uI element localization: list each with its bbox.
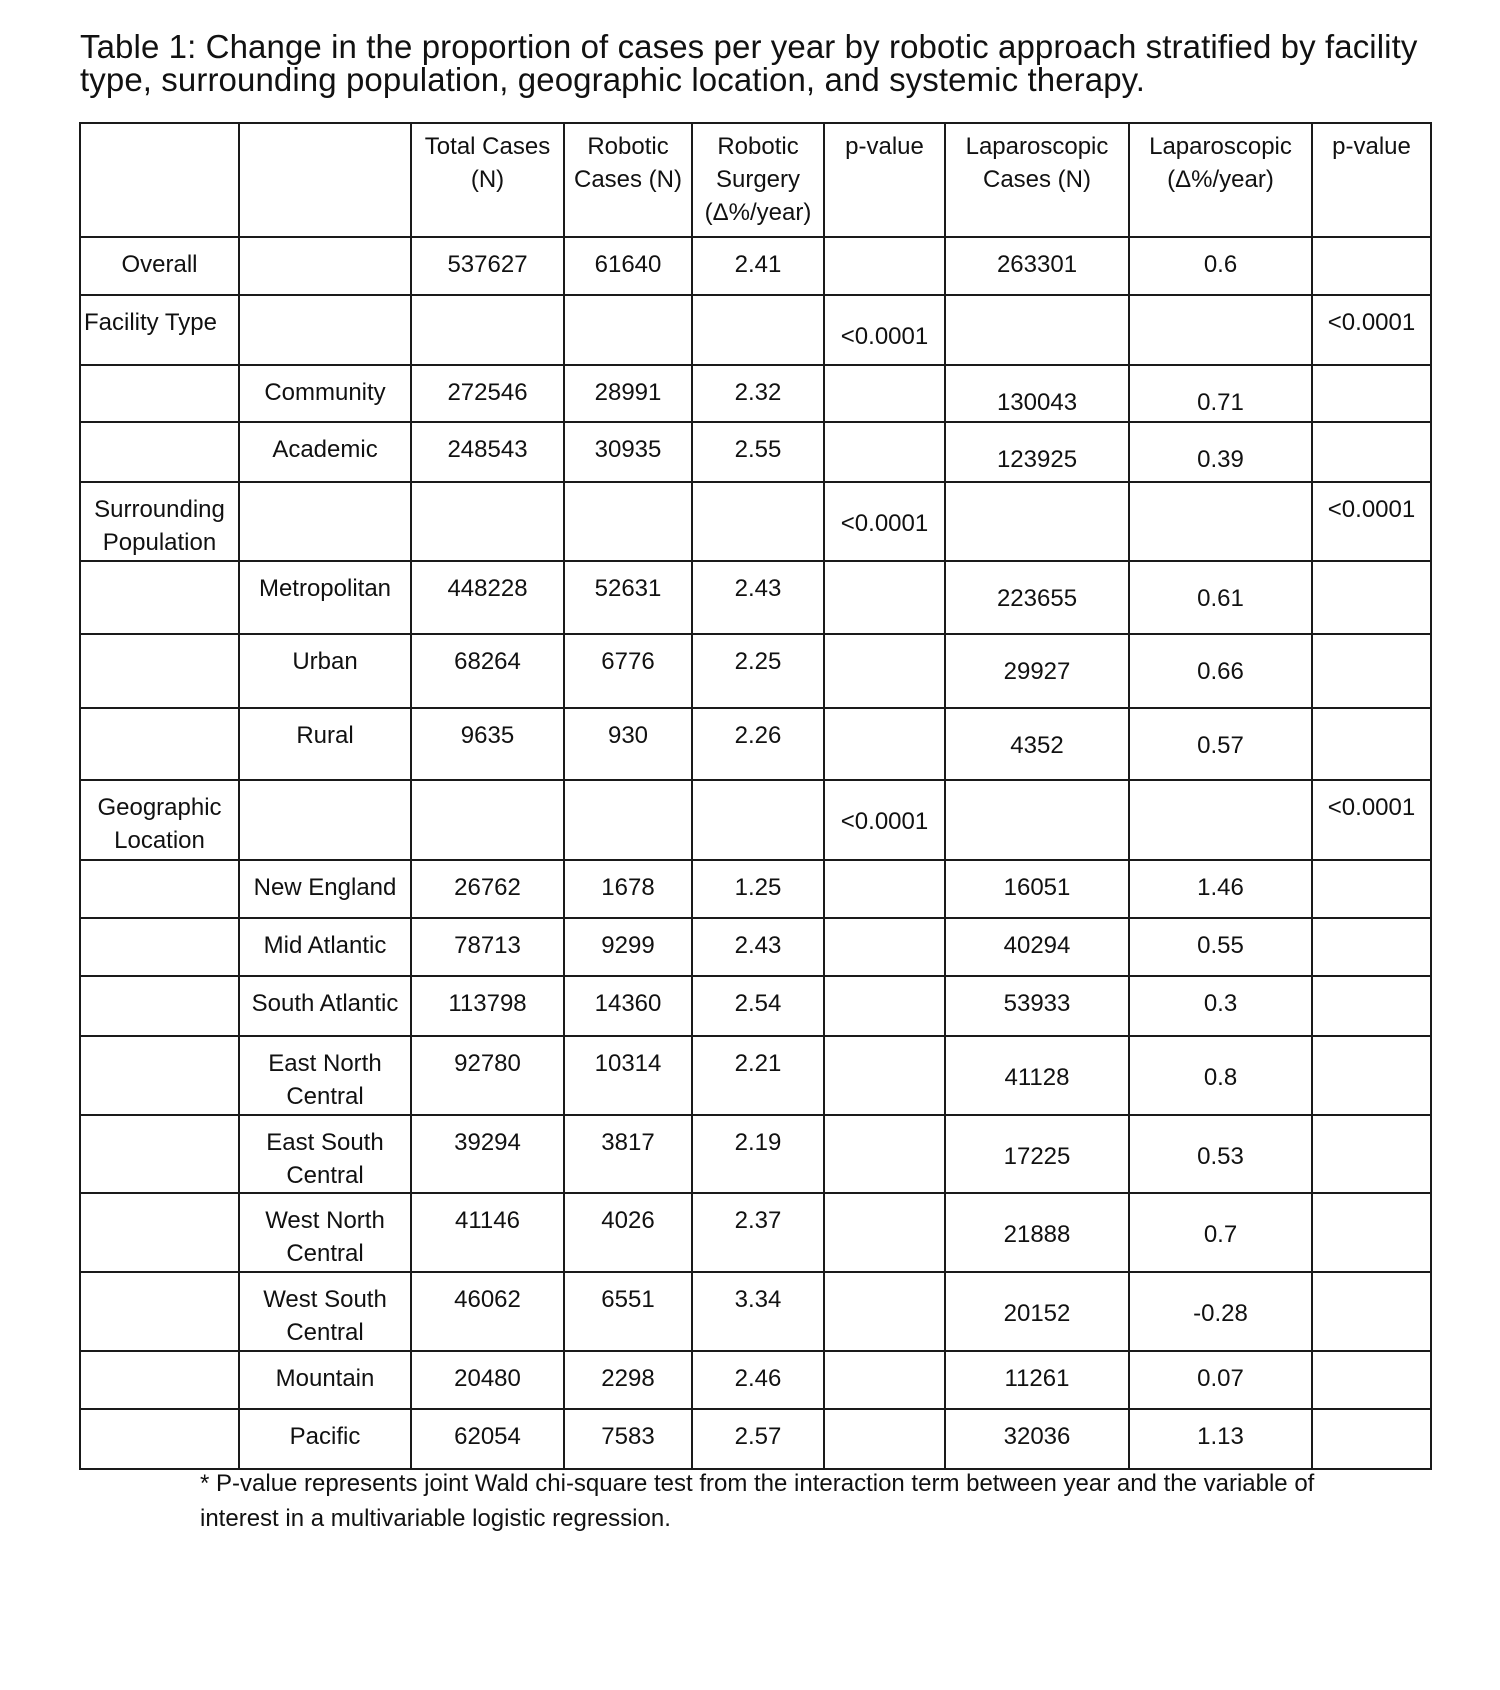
row-label: Pacific: [239, 1409, 411, 1469]
robotic-cases-cell: 6776: [564, 634, 692, 708]
robotic-change-cell: 2.43: [692, 561, 824, 634]
pvalue-laparoscopic-cell: [1312, 708, 1431, 780]
empty-cell: [80, 860, 239, 918]
table-row: [80, 1115, 1431, 1193]
total-cases-cell: 20480: [411, 1351, 564, 1409]
pvalue-robotic-cell: [824, 1409, 945, 1469]
laparoscopic-change-cell: 1.46: [1129, 860, 1312, 918]
table-row: [80, 1193, 1431, 1272]
pvalue-laparoscopic-cell: [1312, 1036, 1431, 1115]
header-robotic-cases: Robotic Cases (N): [564, 123, 692, 237]
laparoscopic-change-cell: 0.39: [1129, 422, 1312, 482]
robotic-cases-cell: 7583: [564, 1409, 692, 1469]
laparoscopic-change-cell: 0.3: [1129, 976, 1312, 1036]
laparoscopic-cases-cell: 11261: [945, 1351, 1129, 1409]
total-cases-cell: 113798: [411, 976, 564, 1036]
empty-cell: [239, 237, 411, 295]
pvalue-laparoscopic-cell: [1312, 1115, 1431, 1193]
table-row: [80, 634, 1431, 708]
empty-cell: [80, 1351, 239, 1409]
table-row: [80, 918, 1431, 976]
group-header-row: [80, 295, 1431, 365]
robotic-change-cell: 2.25: [692, 634, 824, 708]
pvalue-robotic-cell: <0.0001: [824, 780, 945, 860]
laparoscopic-change-cell: 1.13: [1129, 1409, 1312, 1469]
overall-row: [80, 237, 1431, 295]
total-cases-cell: 9635: [411, 708, 564, 780]
robotic-cases-cell: 1678: [564, 860, 692, 918]
group-header-row: [80, 780, 1431, 860]
empty-cell: [945, 295, 1129, 365]
empty-cell: [692, 780, 824, 860]
laparoscopic-change-cell: -0.28: [1129, 1272, 1312, 1351]
total-cases-cell: 248543: [411, 422, 564, 482]
pvalue-laparoscopic-cell: <0.0001: [1312, 780, 1431, 860]
laparoscopic-change-cell: 0.8: [1129, 1036, 1312, 1115]
row-label: East North Central: [239, 1036, 411, 1115]
pvalue-laparoscopic-cell: [1312, 422, 1431, 482]
header-pvalue-robotic: p-value: [824, 123, 945, 237]
table-row: [80, 860, 1431, 918]
table-row: [80, 976, 1431, 1036]
laparoscopic-cases-cell: 4352: [945, 708, 1129, 780]
total-cases-cell: 92780: [411, 1036, 564, 1115]
pvalue-robotic-cell: [824, 365, 945, 422]
pvalue-laparoscopic-cell: [1312, 976, 1431, 1036]
header-blank-1: [80, 123, 239, 237]
table-row: [80, 561, 1431, 634]
header-laparoscopic-change: Laparoscopic (Δ%/year): [1129, 123, 1312, 237]
empty-cell: [80, 1193, 239, 1272]
laparoscopic-cases-cell: 41128: [945, 1036, 1129, 1115]
laparoscopic-change-cell: 0.61: [1129, 561, 1312, 634]
pvalue-robotic-cell: [824, 860, 945, 918]
row-label: New England: [239, 860, 411, 918]
robotic-change-cell: 3.34: [692, 1272, 824, 1351]
group-label: Geographic Location: [80, 780, 239, 860]
laparoscopic-change-cell: 0.66: [1129, 634, 1312, 708]
laparoscopic-cases-cell: 40294: [945, 918, 1129, 976]
empty-cell: [411, 780, 564, 860]
empty-cell: [411, 482, 564, 561]
empty-cell: [80, 1036, 239, 1115]
empty-cell: [411, 295, 564, 365]
laparoscopic-change-cell: 0.57: [1129, 708, 1312, 780]
empty-cell: [80, 422, 239, 482]
table-row: [80, 422, 1431, 482]
results-table: [79, 122, 1432, 1470]
empty-cell: [1129, 482, 1312, 561]
total-cases-cell: 448228: [411, 561, 564, 634]
robotic-change-cell: 2.57: [692, 1409, 824, 1469]
pvalue-robotic-cell: [824, 1115, 945, 1193]
empty-cell: [945, 780, 1129, 860]
robotic-cases-cell: 14360: [564, 976, 692, 1036]
empty-cell: [564, 482, 692, 561]
empty-cell: [692, 295, 824, 365]
robotic-change-cell: 2.37: [692, 1193, 824, 1272]
pvalue-laparoscopic-cell: [1312, 634, 1431, 708]
pvalue-robotic-cell: [824, 976, 945, 1036]
table-row: [80, 1409, 1431, 1469]
empty-cell: [692, 482, 824, 561]
header-pvalue-laparoscopic: p-value: [1312, 123, 1431, 237]
laparoscopic-change-cell: 0.53: [1129, 1115, 1312, 1193]
pvalue-robotic-cell: [824, 634, 945, 708]
robotic-cases-cell: 930: [564, 708, 692, 780]
group-header-row: [80, 482, 1431, 561]
laparoscopic-cases-cell: 223655: [945, 561, 1129, 634]
empty-cell: [239, 780, 411, 860]
row-label: West South Central: [239, 1272, 411, 1351]
laparoscopic-cases-cell: 21888: [945, 1193, 1129, 1272]
laparoscopic-cases-cell: 53933: [945, 976, 1129, 1036]
table-caption: Table 1: Change in the proportion of cases per year by robotic approach stratified by facility type, surrounding population, geographic location, and systemic therapy.: [80, 28, 1418, 98]
table-row: [80, 1351, 1431, 1409]
pvalue-laparoscopic-cell: [1312, 237, 1431, 295]
row-label: Metropolitan: [239, 561, 411, 634]
table-row: [80, 1036, 1431, 1115]
laparoscopic-cases-cell: 123925: [945, 422, 1129, 482]
robotic-cases-cell: 3817: [564, 1115, 692, 1193]
empty-cell: [80, 918, 239, 976]
overall-label: Overall: [80, 237, 239, 295]
total-cases-cell: 537627: [411, 237, 564, 295]
pvalue-robotic-cell: <0.0001: [824, 482, 945, 561]
header-total-cases: Total Cases (N): [411, 123, 564, 237]
pvalue-robotic-cell: [824, 561, 945, 634]
laparoscopic-change-cell: 0.55: [1129, 918, 1312, 976]
robotic-cases-cell: 61640: [564, 237, 692, 295]
total-cases-cell: 26762: [411, 860, 564, 918]
header-blank-2: [239, 123, 411, 237]
robotic-cases-cell: 30935: [564, 422, 692, 482]
row-label: Urban: [239, 634, 411, 708]
group-label: Surrounding Population: [80, 482, 239, 561]
table-footnote: * P-value represents joint Wald chi-square test from the interaction term between year and the variable of interest in a multivariable logistic regression.: [200, 1470, 1315, 1532]
row-label: Community: [239, 365, 411, 422]
pvalue-robotic-cell: [824, 422, 945, 482]
total-cases-cell: 46062: [411, 1272, 564, 1351]
row-label: Mountain: [239, 1351, 411, 1409]
robotic-change-cell: 2.32: [692, 365, 824, 422]
pvalue-laparoscopic-cell: <0.0001: [1312, 295, 1431, 365]
laparoscopic-cases-cell: 17225: [945, 1115, 1129, 1193]
table-row: [80, 365, 1431, 422]
empty-cell: [80, 976, 239, 1036]
robotic-cases-cell: 10314: [564, 1036, 692, 1115]
pvalue-robotic-cell: <0.0001: [824, 295, 945, 365]
laparoscopic-cases-cell: 32036: [945, 1409, 1129, 1469]
robotic-cases-cell: 4026: [564, 1193, 692, 1272]
total-cases-cell: 272546: [411, 365, 564, 422]
empty-cell: [239, 482, 411, 561]
row-label: Mid Atlantic: [239, 918, 411, 976]
pvalue-robotic-cell: [824, 1351, 945, 1409]
laparoscopic-cases-cell: 263301: [945, 237, 1129, 295]
table-row: [80, 708, 1431, 780]
row-label: South Atlantic: [239, 976, 411, 1036]
row-label: East South Central: [239, 1115, 411, 1193]
table-row: [80, 1272, 1431, 1351]
empty-cell: [80, 1409, 239, 1469]
laparoscopic-change-cell: 0.71: [1129, 365, 1312, 422]
empty-cell: [80, 1272, 239, 1351]
empty-cell: [80, 634, 239, 708]
pvalue-laparoscopic-cell: [1312, 1409, 1431, 1469]
empty-cell: [239, 295, 411, 365]
empty-cell: [80, 1115, 239, 1193]
laparoscopic-change-cell: 0.07: [1129, 1351, 1312, 1409]
pvalue-laparoscopic-cell: <0.0001: [1312, 482, 1431, 561]
row-label: Academic: [239, 422, 411, 482]
laparoscopic-cases-cell: 20152: [945, 1272, 1129, 1351]
laparoscopic-change-cell: 0.6: [1129, 237, 1312, 295]
pvalue-laparoscopic-cell: [1312, 365, 1431, 422]
group-label: Facility Type: [80, 295, 239, 365]
row-label: Rural: [239, 708, 411, 780]
empty-cell: [80, 365, 239, 422]
empty-cell: [80, 708, 239, 780]
robotic-change-cell: 2.21: [692, 1036, 824, 1115]
robotic-cases-cell: 52631: [564, 561, 692, 634]
pvalue-robotic-cell: [824, 1036, 945, 1115]
robotic-change-cell: 2.46: [692, 1351, 824, 1409]
laparoscopic-cases-cell: 16051: [945, 860, 1129, 918]
robotic-cases-cell: 9299: [564, 918, 692, 976]
robotic-change-cell: 2.41: [692, 237, 824, 295]
pvalue-laparoscopic-cell: [1312, 561, 1431, 634]
total-cases-cell: 78713: [411, 918, 564, 976]
total-cases-cell: 68264: [411, 634, 564, 708]
robotic-change-cell: 2.19: [692, 1115, 824, 1193]
pvalue-laparoscopic-cell: [1312, 1193, 1431, 1272]
header-row: [80, 123, 1431, 237]
robotic-change-cell: 2.26: [692, 708, 824, 780]
pvalue-robotic-cell: [824, 237, 945, 295]
header-robotic-surgery: Robotic Surgery (Δ%/year): [692, 123, 824, 237]
robotic-cases-cell: 2298: [564, 1351, 692, 1409]
pvalue-laparoscopic-cell: [1312, 1272, 1431, 1351]
empty-cell: [1129, 295, 1312, 365]
pvalue-robotic-cell: [824, 1272, 945, 1351]
pvalue-laparoscopic-cell: [1312, 860, 1431, 918]
empty-cell: [945, 482, 1129, 561]
laparoscopic-change-cell: 0.7: [1129, 1193, 1312, 1272]
total-cases-cell: 41146: [411, 1193, 564, 1272]
pvalue-laparoscopic-cell: [1312, 1351, 1431, 1409]
robotic-cases-cell: 28991: [564, 365, 692, 422]
pvalue-robotic-cell: [824, 708, 945, 780]
robotic-change-cell: 1.25: [692, 860, 824, 918]
robotic-cases-cell: 6551: [564, 1272, 692, 1351]
total-cases-cell: 62054: [411, 1409, 564, 1469]
empty-cell: [564, 780, 692, 860]
robotic-change-cell: 2.43: [692, 918, 824, 976]
laparoscopic-cases-cell: 130043: [945, 365, 1129, 422]
pvalue-robotic-cell: [824, 1193, 945, 1272]
pvalue-laparoscopic-cell: [1312, 918, 1431, 976]
robotic-change-cell: 2.54: [692, 976, 824, 1036]
empty-cell: [80, 561, 239, 634]
laparoscopic-cases-cell: 29927: [945, 634, 1129, 708]
robotic-change-cell: 2.55: [692, 422, 824, 482]
row-label: West North Central: [239, 1193, 411, 1272]
pvalue-robotic-cell: [824, 918, 945, 976]
header-laparoscopic-cases: Laparoscopic Cases (N): [945, 123, 1129, 237]
empty-cell: [564, 295, 692, 365]
total-cases-cell: 39294: [411, 1115, 564, 1193]
empty-cell: [1129, 780, 1312, 860]
